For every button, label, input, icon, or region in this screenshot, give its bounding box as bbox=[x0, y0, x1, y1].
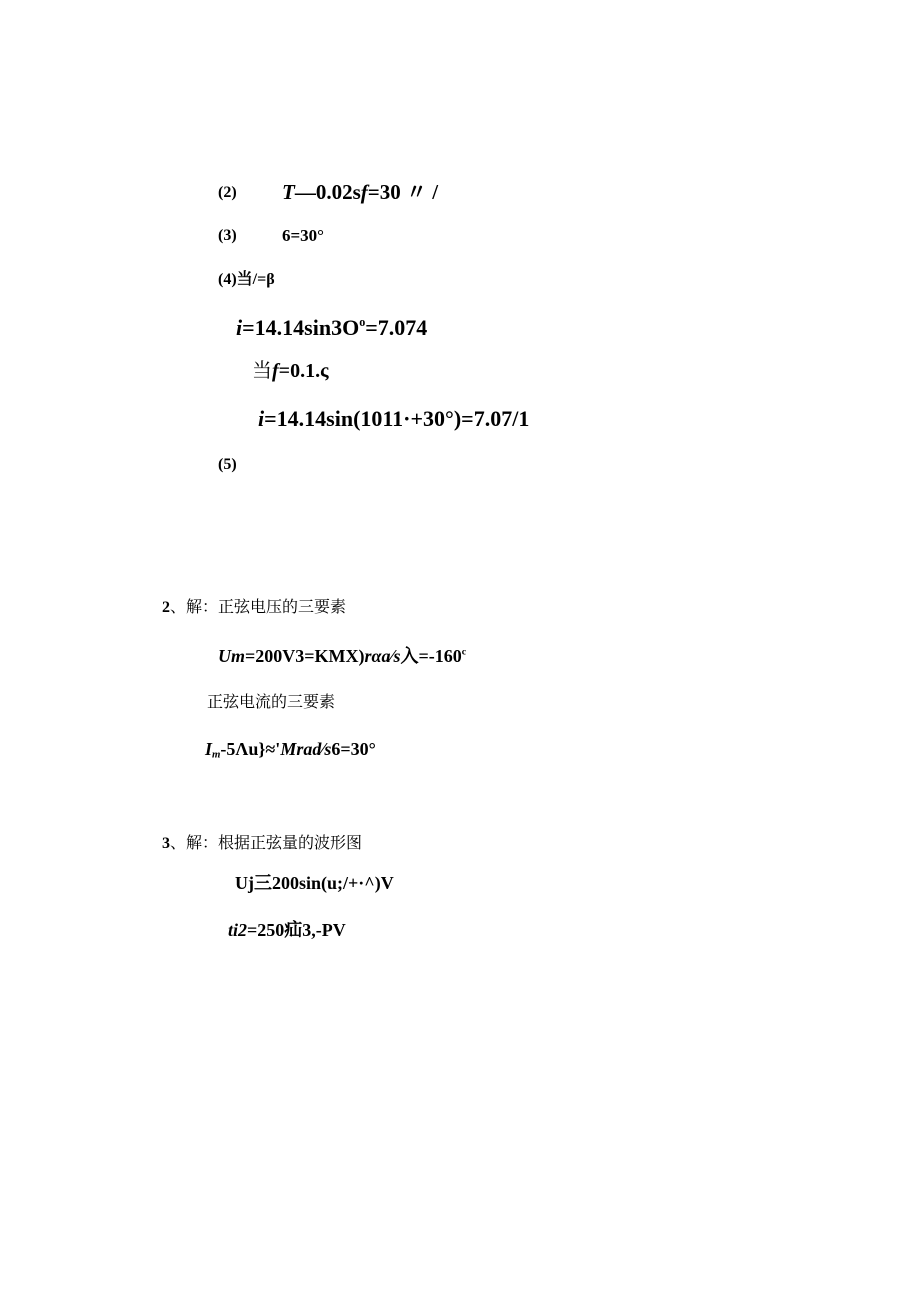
time-symbol: f bbox=[272, 360, 279, 382]
current-equation-1 bbox=[236, 316, 427, 339]
phase-value: 6=30° bbox=[331, 739, 376, 759]
item-2-label: (2) bbox=[218, 184, 237, 201]
im-subscript: m bbox=[212, 748, 221, 761]
phase-equation: 6=30° bbox=[282, 226, 324, 245]
voltage-u1-equation: Uj三200sin(u;/+·^)V bbox=[235, 873, 394, 893]
item-3-label: (3) bbox=[218, 227, 237, 244]
u2-expression: =250疝3,-PV bbox=[247, 920, 346, 940]
unit-rad-s: rαa⁄s bbox=[364, 646, 401, 666]
heading-text: 、解：正弦电压的三要素 bbox=[170, 597, 347, 616]
phase-value: 入=-160 bbox=[400, 646, 462, 666]
degree-superscript: o bbox=[359, 315, 366, 329]
current-expression: =14.14sin3O bbox=[242, 315, 360, 341]
heading-text: 、解：根据正弦量的波形图 bbox=[170, 833, 363, 852]
im-values: -5Λu}≈' bbox=[220, 739, 281, 759]
degree-superscript: c bbox=[461, 646, 467, 658]
current-equation-2 bbox=[258, 408, 529, 430]
voltage-u2-equation bbox=[228, 921, 346, 939]
time-value: =0.1.ς bbox=[278, 360, 329, 382]
period-frequency-equation bbox=[282, 182, 438, 203]
when-label: 当 bbox=[252, 358, 272, 382]
unit-mrad-s: Mrad⁄s bbox=[280, 739, 332, 759]
frequency-symbol: f bbox=[360, 180, 368, 204]
im-symbol: I bbox=[205, 739, 213, 759]
current-result: =7.074 bbox=[365, 315, 428, 341]
current-expression: =14.14sin(1011·+30°)=7.07/1 bbox=[264, 406, 530, 431]
um-symbol: Um bbox=[218, 646, 245, 666]
current-symbol: i bbox=[236, 315, 243, 341]
voltage-elements-equation bbox=[218, 647, 466, 665]
question-3-heading bbox=[162, 835, 362, 852]
period-symbol: T bbox=[282, 180, 295, 204]
frequency-value: =30 〃 / bbox=[367, 180, 439, 204]
current-elements-equation bbox=[205, 740, 376, 760]
question-2-heading bbox=[162, 599, 346, 616]
current-elements-heading: 正弦电流的三要素 bbox=[207, 692, 336, 711]
um-values: =200V3=KMX) bbox=[245, 646, 365, 666]
time-condition bbox=[252, 360, 329, 381]
u2-symbol: ti2 bbox=[228, 920, 248, 940]
period-value: —0.02s bbox=[294, 180, 361, 204]
item-5-label: (5) bbox=[218, 456, 237, 473]
question-number: 3 bbox=[162, 835, 170, 852]
current-symbol: i bbox=[258, 406, 265, 431]
item-4-text: (4)当/=β bbox=[218, 271, 275, 288]
question-number: 2 bbox=[162, 599, 170, 616]
